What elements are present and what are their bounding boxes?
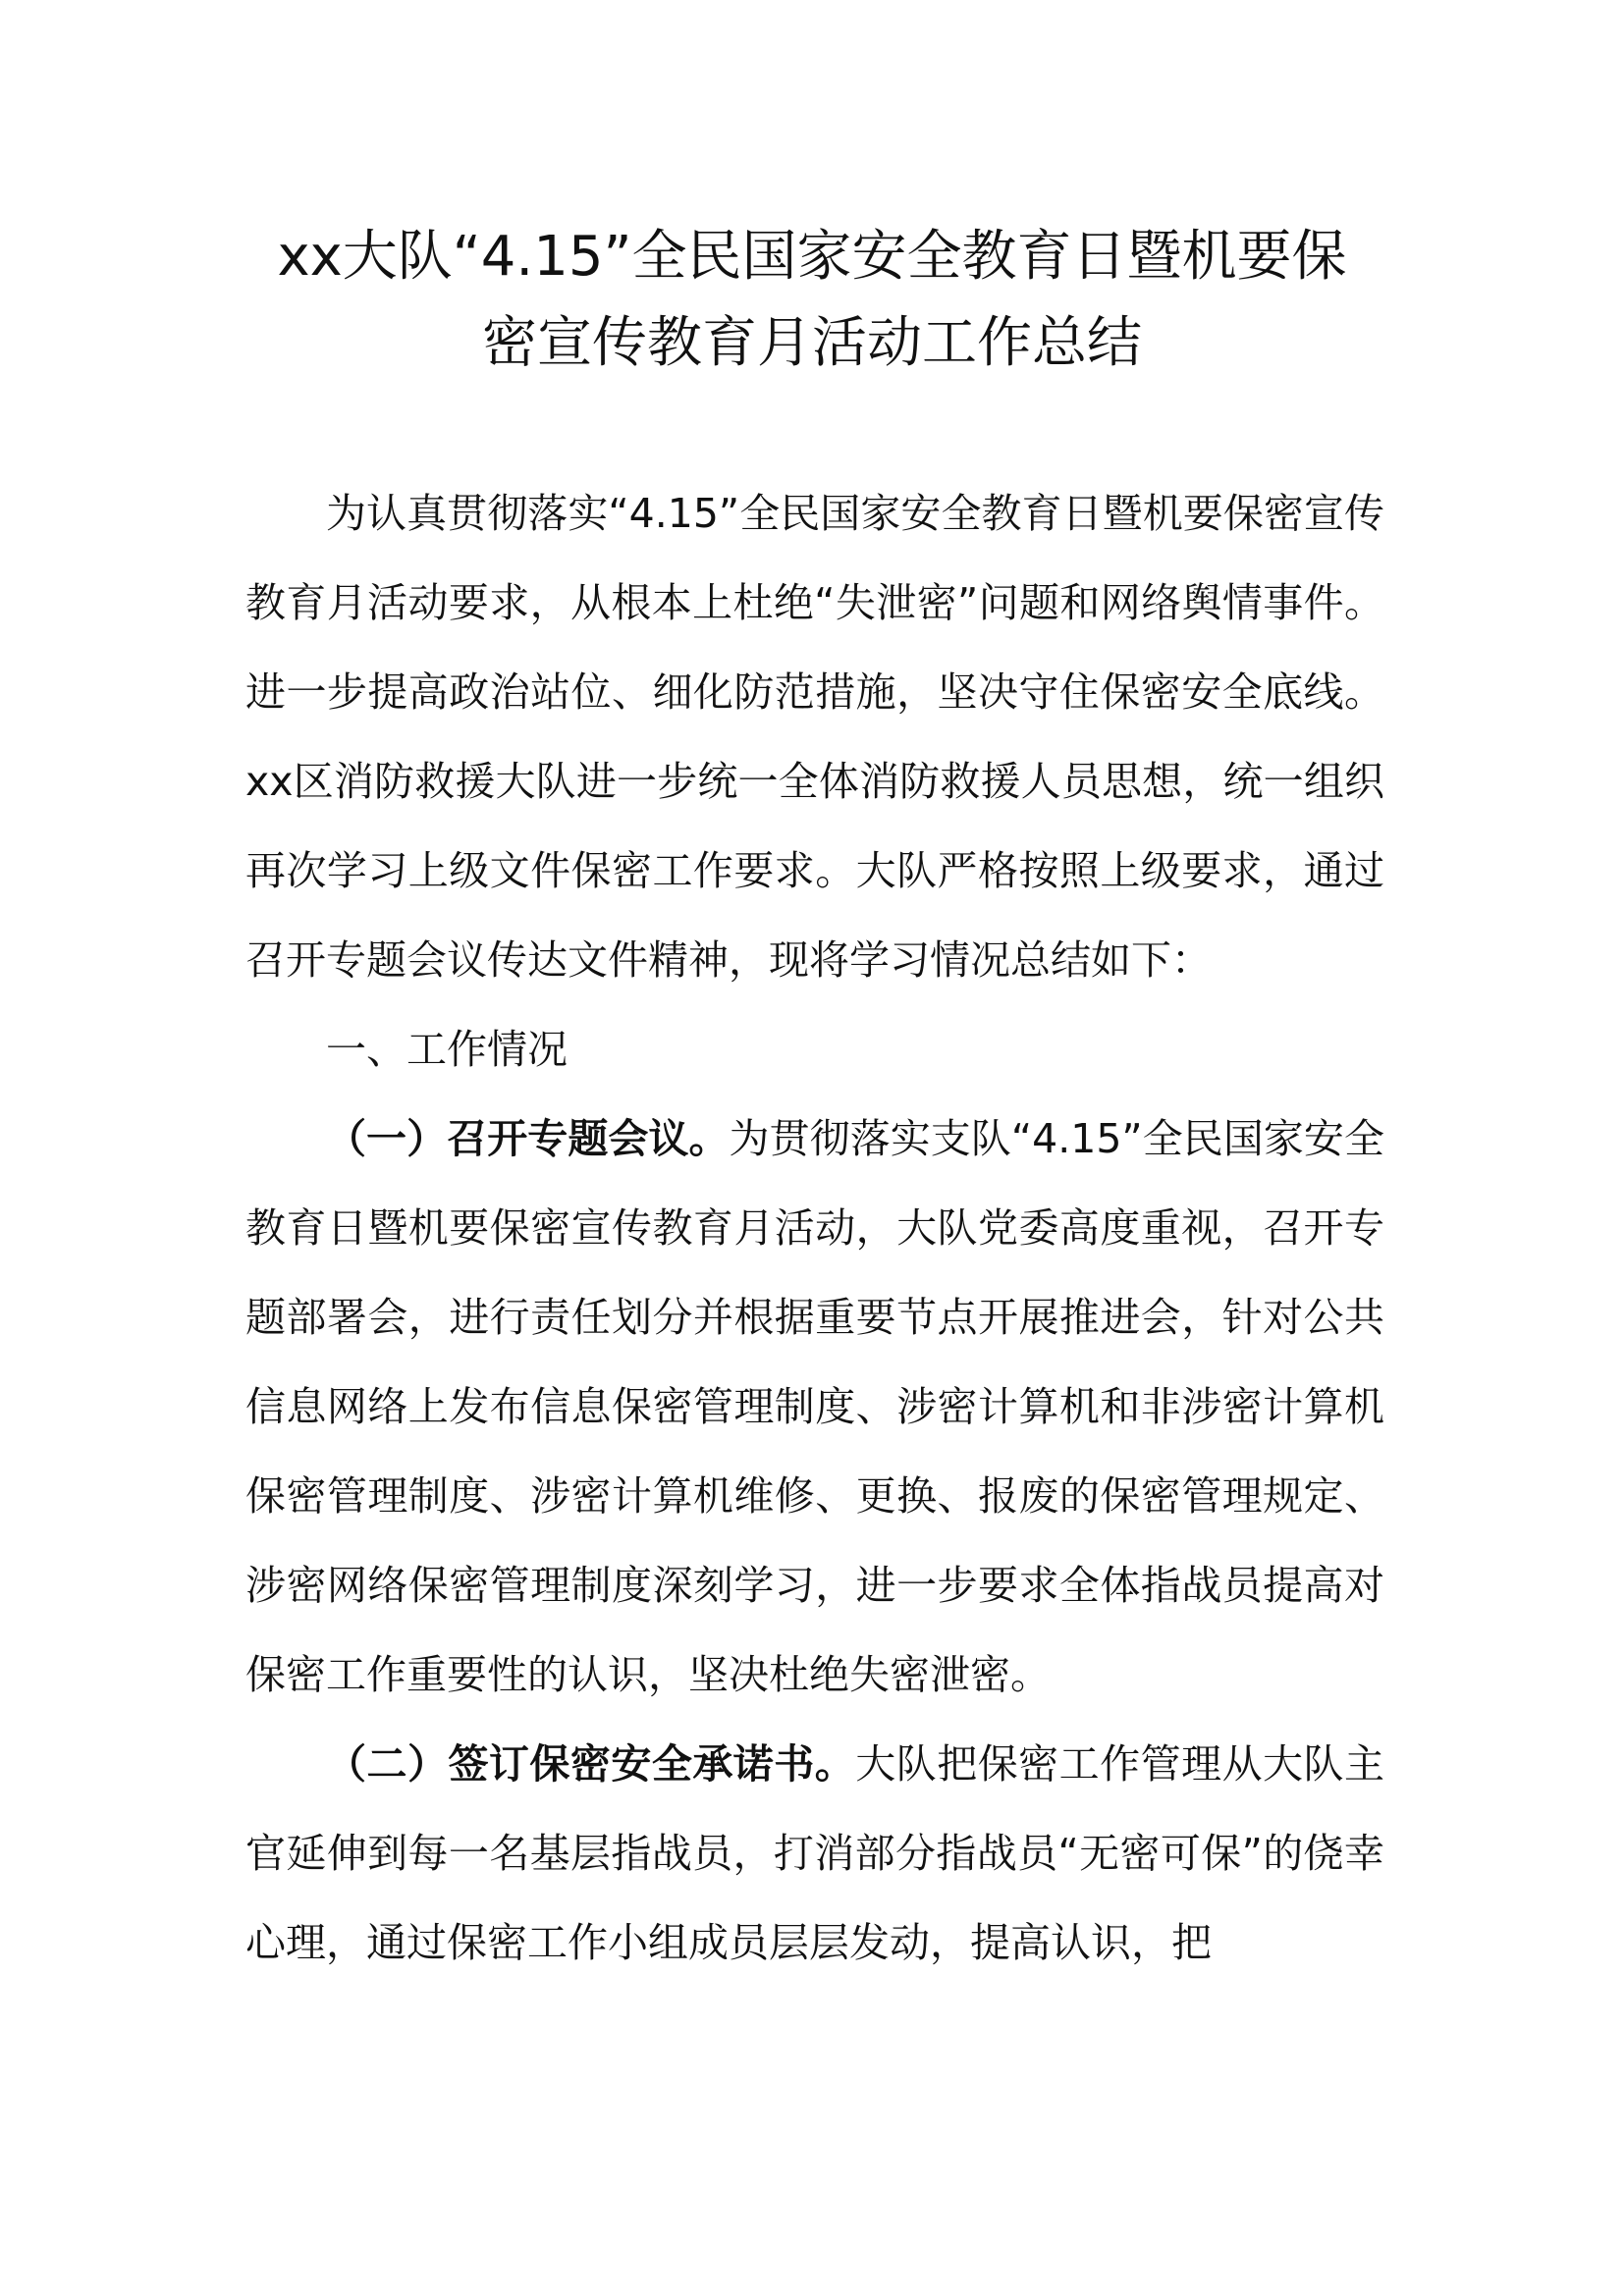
item-1-paragraph	[245, 1095, 1384, 1720]
title-line-2: 密宣传教育月活动工作总结	[482, 311, 1142, 375]
title-line-1: xx大队“4.15”全民国家安全教育日暨机要保	[277, 225, 1347, 289]
item-1-title: （一）召开专题会议。	[326, 1115, 730, 1162]
document-title	[196, 214, 1428, 387]
section-heading-1: 一、工作情况	[326, 1026, 568, 1073]
item-1-text: 为贯彻落实支队“4.15”全民国家安全教育日暨机要保密宣传教育月活动，大队党委高度重视，召开专题部署会，进行责任划分并根据重要节点开展推进会，针对公共信息网络上发布信息保密管理制度、涉密计算机和非涉密计算机保密管理制度、涉密计算机维修、更换、报废的保密管理规定、涉密网络保密管理制度深刻学习，进一步要求全体指战员提高对保密工作重要性的认识，坚决杜绝失密泄密。	[245, 1115, 1384, 1698]
item-2-title: （二）签订保密安全承诺书。	[326, 1740, 856, 1788]
document-body	[245, 469, 1384, 1988]
item-2-paragraph	[245, 1720, 1384, 1988]
item-2-text: 大队把保密工作管理从大队主官延伸到每一名基层指战员，打消部分指战员“无密可保”的侥幸心理，通过保密工作小组成员层层发动，提高认识，把	[245, 1740, 1385, 1966]
intro-paragraph: 为认真贯彻落实“4.15”全民国家安全教育日暨机要保密宣传教育月活动要求，从根本上杜绝“失泄密”问题和网络舆情事件。进一步提高政治站位、细化防范措施，坚决守住保密安全底线。xx区消防救援大队进一步统一全体消防救援人员思想，统一组织再次学习上级文件保密工作要求。大队严格按照上级要求，通过召开专题会议传达文件精神，现将学习情况总结如下：	[245, 490, 1384, 984]
